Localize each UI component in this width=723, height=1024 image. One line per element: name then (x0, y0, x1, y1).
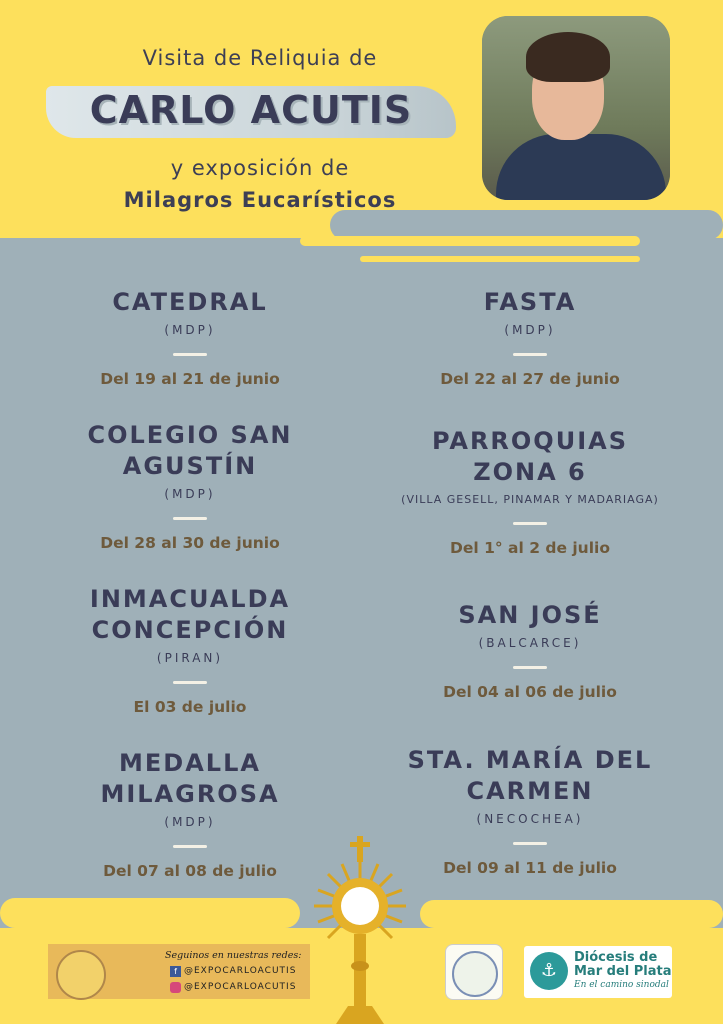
divider (513, 842, 547, 845)
monstrance-icon (310, 832, 410, 1024)
venue-name: MEDALLA MILAGROSA (100, 749, 280, 808)
venue-card (80, 420, 300, 552)
venue-card (80, 748, 300, 880)
facebook-handle[interactable]: @EXPOCARLOACUTIS (184, 966, 297, 976)
venue-date: Del 1° al 2 de julio (450, 539, 610, 557)
follow-label: Seguinos en nuestras redes: (165, 950, 302, 961)
venue-name: STA. MARÍA DEL CARMEN (407, 746, 653, 805)
venue-card (400, 745, 660, 877)
instagram-handle[interactable]: @EXPOCARLOACUTIS (184, 982, 297, 992)
venue-card (360, 600, 700, 701)
divider (173, 681, 207, 684)
venue-name: FASTA (483, 288, 577, 316)
venue-location: (MDP) (164, 815, 216, 829)
venue-card (401, 426, 659, 557)
venue-location: (VILLA GESELL, PINAMAR Y MADARIAGA) (401, 493, 659, 506)
venue-date: Del 09 al 11 de julio (443, 859, 617, 877)
diocese-motto: En el camino sinodal (574, 980, 669, 990)
portrait-photo (482, 16, 670, 200)
page-title: CARLO ACUTIS (89, 88, 413, 132)
venue-card (60, 287, 320, 388)
venue-date: Del 28 al 30 de junio (100, 534, 280, 552)
venue-card (360, 287, 700, 388)
subtitle: Milagros Eucarísticos (123, 188, 397, 212)
venue-location: (MDP) (504, 323, 556, 337)
venue-location: (PIRAN) (156, 651, 224, 665)
divider (513, 522, 547, 525)
venue-name: INMACUALDA CONCEPCIÓN (89, 585, 291, 644)
venue-location: (NECOCHEA) (476, 812, 584, 826)
venue-name: SAN JOSÉ (458, 601, 602, 629)
venue-name: CATEDRAL (112, 288, 268, 316)
venue-name: COLEGIO SAN AGUSTÍN (87, 421, 293, 480)
parish-seal-logo (445, 944, 503, 1000)
venue-date: Del 07 al 08 de julio (103, 862, 277, 880)
divider (513, 353, 547, 356)
venue-location: (MDP) (164, 323, 216, 337)
facebook-icon: f (170, 966, 181, 977)
divider (173, 845, 207, 848)
diocese-logo (524, 946, 672, 998)
venue-date: Del 19 al 21 de junio (100, 370, 280, 388)
anchor-icon: ⚓ (530, 952, 568, 990)
venue-location: (MDP) (164, 487, 216, 501)
brush-stroke (420, 900, 723, 928)
brush-stroke (300, 236, 640, 246)
divider (173, 353, 207, 356)
instagram-icon (170, 982, 181, 993)
venue-name: PARROQUIAS ZONA 6 (431, 427, 628, 486)
venue-location: (BALCARCE) (478, 636, 582, 650)
intro-line: Visita de Reliquia de (142, 46, 378, 70)
venue-date: Del 04 al 06 de julio (443, 683, 617, 701)
brush-stroke (0, 898, 300, 928)
brush-stroke (360, 256, 640, 262)
intro-line: y exposición de (170, 156, 350, 180)
venue-card (70, 584, 310, 716)
venue-date: El 03 de julio (133, 698, 247, 716)
diocese-name: Diócesis de Mar del Plata (574, 950, 672, 979)
divider (173, 517, 207, 520)
divider (513, 666, 547, 669)
venue-date: Del 22 al 27 de junio (440, 370, 620, 388)
expo-logo (56, 950, 106, 1000)
